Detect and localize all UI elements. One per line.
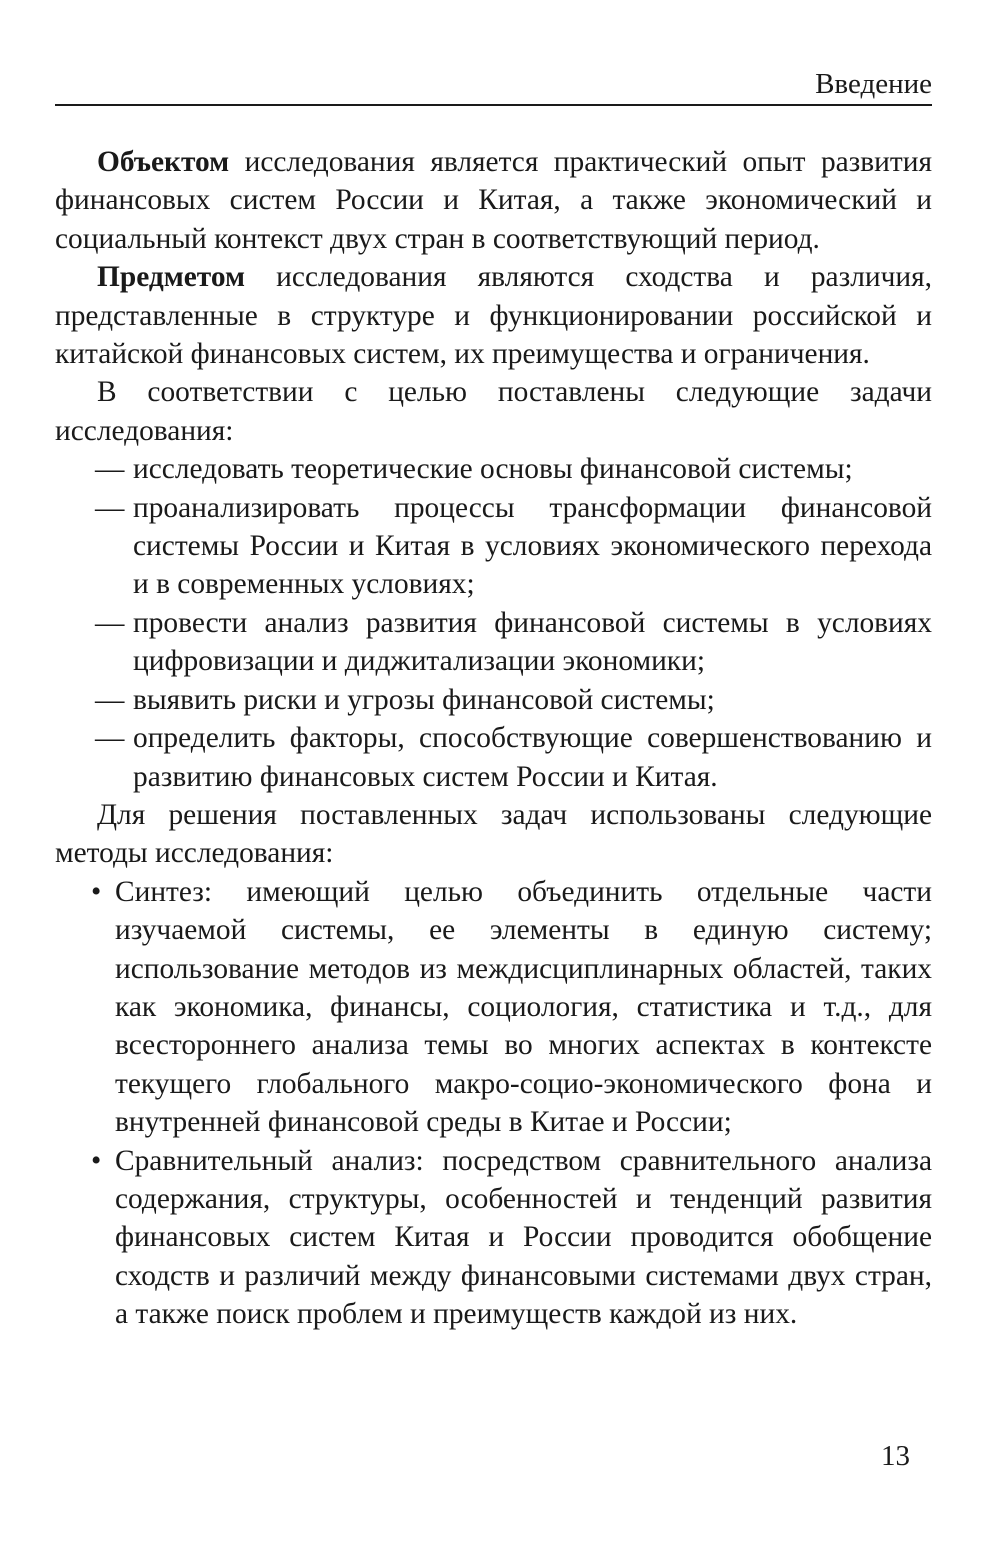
object-text: исследования является практический опыт развития финансовых систем России и Китая, а также экономический и социальный контекст двух стран в соответствующий период. [55, 146, 932, 255]
tasks-list [55, 450, 932, 796]
task-text: определить факторы, способствующие совершенствованию и развитию финансовых систем России и Китая. [133, 722, 932, 793]
task-text: исследовать теоретические основы финансовой системы; [133, 453, 853, 486]
method-text: Сравнительный анализ: посредством сравнительного анализа содержания, структуры, особенностей и тенденций развития финансовых систем Китая и России проводится обобщение сходств и различий между финансовыми системами двух стран, а также поиск проблем и преимуществ каждой из них. [115, 1144, 932, 1331]
page-body [55, 143, 932, 1334]
running-header [55, 66, 932, 106]
dash-marker: — [95, 453, 125, 486]
bullet-marker: • [91, 875, 102, 908]
object-lead-term: Объектом [97, 146, 230, 178]
dash-marker: — [95, 683, 125, 716]
subject-paragraph [55, 258, 932, 373]
list-item [95, 489, 932, 604]
object-paragraph [55, 143, 932, 258]
page-number: 13 [881, 1440, 910, 1472]
dash-marker: — [95, 606, 125, 639]
methods-intro-paragraph: Для решения поставленных задач использованы следующие методы исследования: [55, 798, 932, 870]
method-text: Синтез: имеющий целью объединить отдельные части изучаемой системы, ее элементы в единую систему; использование методов из междисциплинарных областей, таких как экономика, финансы, социология, статистика и т.д., для всестороннего анализа темы во многих аспектах в контексте текущего глобального макро-социо-экономического фона и внутренней финансовой среды в Китае и России; [115, 875, 932, 1139]
subject-lead-term: Предметом [97, 261, 246, 294]
tasks-intro-paragraph: В соответствии с целью поставлены следующие задачи исследования: [55, 376, 932, 447]
list-item [91, 1142, 932, 1334]
list-item [91, 873, 932, 1142]
dash-marker: — [95, 491, 125, 524]
list-item [95, 681, 932, 719]
task-text: провести анализ развития финансовой системы в условиях цифровизации и диджитализации экономики; [133, 606, 932, 678]
bullet-marker: • [91, 1144, 102, 1177]
section-title: Введение [815, 68, 932, 100]
subject-text: исследования являются сходства и различия, представленные в структуре и функционировании российской и китайской финансовых систем, их преимущества и ограничения. [55, 261, 932, 371]
list-item [95, 450, 932, 488]
task-text: проанализировать процессы трансформации финансовой системы России и Китая в условиях экономического перехода и в современных условиях; [133, 491, 932, 601]
methods-list [55, 873, 932, 1334]
dash-marker: — [95, 722, 125, 755]
list-item [95, 719, 932, 796]
list-item [95, 604, 932, 681]
task-text: выявить риски и угрозы финансовой системы; [133, 683, 715, 716]
